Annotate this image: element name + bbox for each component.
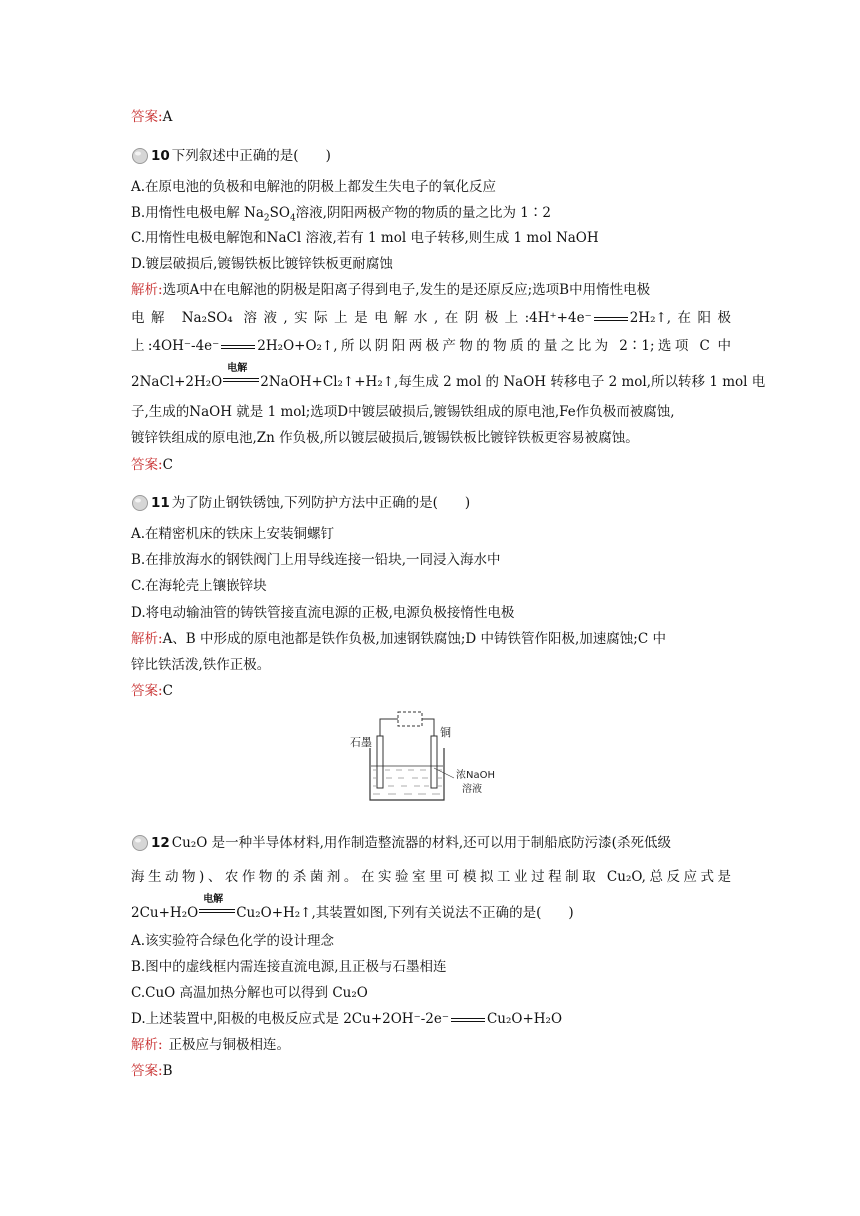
electrolysis-arrow-icon: 电解 [199,905,235,917]
solution-label-1: 浓NaOH [456,770,495,781]
stem-line-3: 2Cu+H₂O 电解 Cu₂O+H₂↑,其装置如图,下列有关说法不正确的是( ) [131,894,574,921]
analysis-line-1: 解析:选项A中在电解池的阴极是阳离子得到电子,发生的是还原反应;选项B中用惰性电极 [131,282,651,298]
stem-line-1: 12 Cu₂O 是一种半导体材料,用作制造整流器的材料,还可以用于制船底防污漆(杀死低级 [131,834,731,852]
question-marker-icon [131,494,149,512]
analysis-label: 解析: [131,1037,163,1053]
option-c: C.在海轮壳上镶嵌锌块 [131,578,267,594]
answer-value: B [162,1063,173,1079]
option-d: D.镀层破损后,镀锡铁板比镀锌铁板更耐腐蚀 [131,256,393,272]
option-a: A.在原电池的负极和电解池的阴极上都发生失电子的氧化反应 [131,179,497,195]
answer-label: 答案: [131,1063,163,1079]
question-marker-icon [131,147,149,165]
electrolysis-arrow-icon: 电解 [223,374,259,386]
equals-sign-icon [594,314,628,324]
answer-label: 答案: [131,683,163,699]
equals-sign-icon [221,342,255,352]
graphite-label: 石墨 [350,736,372,749]
power-source-dashed-box [398,712,422,726]
question-number: 12 [151,835,170,851]
copper-electrode [431,736,437,788]
option-b: B.图中的虚线框内需连接直流电源,且正极与石墨相连 [131,959,447,975]
question-marker-icon [131,834,149,852]
answer-value: A [162,109,173,125]
analysis-line-1: 解析:A、B 中形成的原电池都是铁作负极,加速钢铁腐蚀;D 中铸铁管作阳极,加速腐蚀;C 中 [131,631,666,647]
answer-value: C [162,457,173,473]
analysis-line-2: 锌比铁活泼,铁作正极。 [131,657,271,673]
analysis-line-3: 上:4OH⁻-4e⁻ 2H₂O+O₂↑,所以阴阳两极产物的物质的量之比为 2∶1;选项 C 中 [131,338,731,354]
question-number: 11 [151,495,170,511]
copper-label: 铜 [440,726,451,739]
option-c: C.CuO 高温加热分解也可以得到 Cu₂O [131,985,368,1001]
graphite-electrode [377,736,383,788]
question-stem: 为了防止钢铁锈蚀,下列防护方法中正确的是( ) [171,495,471,511]
analysis-line-5: 子,生成的NaOH 就是 1 mol;选项D中镀层破损后,镀锡铁组成的原电池,Fe作负极而被腐蚀, [131,404,675,420]
option-d: D.将电动输油管的铸铁管接直流电源的正极,电源负极接惰性电极 [131,605,515,621]
analysis-line-6: 镀锌铁组成的原电池,Zn 作负极,所以镀层破损后,镀锡铁板比镀锌铁板更容易被腐蚀。 [131,430,639,446]
option-a: A.该实验符合绿色化学的设计理念 [131,933,335,949]
analysis-label: 解析: [131,631,163,647]
equals-sign-icon [451,1015,485,1025]
analysis-line-2: 电解 Na₂SO₄ 溶液,实际上是电解水,在阴极上:4H⁺+4e⁻ 2H₂↑,在阳极 [131,310,731,326]
option-a: A.在精密机床的铁床上安装铜螺钉 [131,526,335,542]
question-stem: 下列叙述中正确的是( ) [171,148,331,164]
answer-label: 答案: [131,109,163,125]
answer-label: 答案: [131,457,163,473]
option-c: C.用惰性电极电解饱和NaCl 溶液,若有 1 mol 电子转移,则生成 1 mol NaOH [131,230,599,246]
q10-answer [131,456,173,474]
analysis-line-4: 2NaCl+2H₂O 电解 2NaOH+Cl₂↑+H₂↑,每生成 2 mol 的 NaOH 转移电子 2 mol,所以转移 1 mol 电 [131,363,766,390]
answer-value: C [162,683,173,699]
solution-label-2: 溶液 [462,784,482,795]
electrolysis-apparatus-figure [350,708,518,808]
option-b: B.在排放海水的钢铁阀门上用导线连接一铅块,一同浸入海水中 [131,552,501,568]
stem-line-2: 海生动物)、农作物的杀菌剂。在实验室里可模拟工业过程制取 Cu₂O,总反应式是 [131,869,731,885]
q11-answer [131,682,173,700]
analysis-label: 解析: [131,282,163,298]
option-d: D.上述装置中,阳极的电极反应式是 2Cu+2OH⁻-2e⁻ Cu₂O+H₂O [131,1011,563,1027]
question-number: 10 [151,148,170,164]
q12-answer [131,1062,172,1080]
analysis-line-1: 解析: 正极应与铜极相连。 [131,1037,291,1053]
option-b: B.用惰性电极电解 $Na_2SO_4$溶液,阴阳两极产物的物质的量之比为 1∶2 [131,205,551,224]
